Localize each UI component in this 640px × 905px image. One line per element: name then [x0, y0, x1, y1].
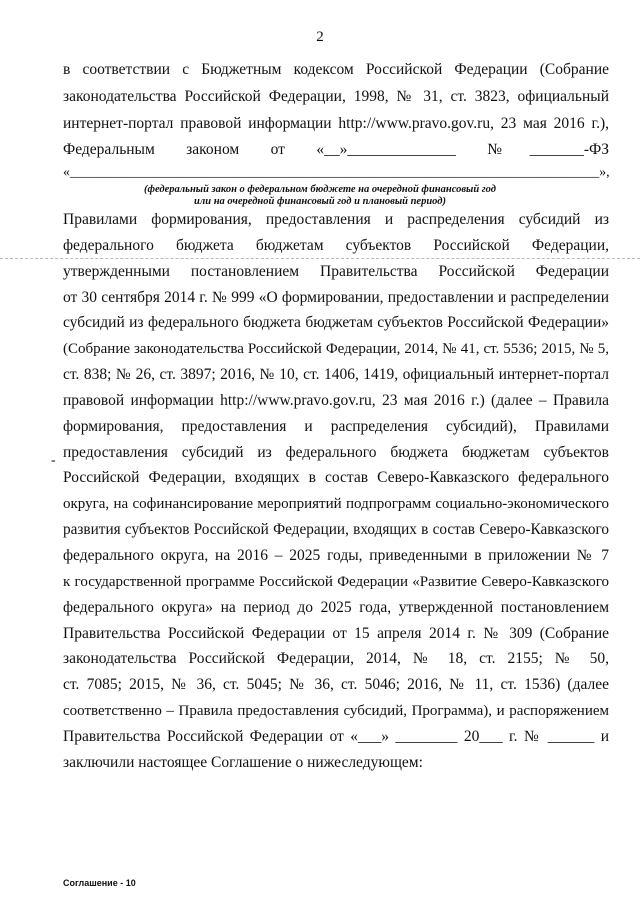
- caption-line-2: или на очередной финансовый год и плановый период): [194, 196, 446, 207]
- body-line-17: Правительства Российской Федерации от 15 апреля 2014 г. № 309 (Собрание: [63, 625, 609, 642]
- footer-label: Соглашение - 10: [63, 878, 136, 888]
- body-line-14: федерального округа, на 2016 – 2025 годы, приведенными в приложении № 7: [63, 547, 609, 564]
- body-line-13: развития субъектов Российской Федерации, входящих в состав Северо-Кавказского: [63, 521, 609, 538]
- body-line-8: правовой информации http://www.pravo.gov.ru, 23 мая 2016 г.) (далее – Правила: [63, 392, 609, 409]
- body-line-9: формирования, предоставления и распределения субсидий), Правилами: [63, 418, 609, 435]
- body-line-16: федерального округа» на период до 2025 года, утвержденной постановлением: [63, 599, 609, 616]
- body-line-11: Российской Федерации, входящих в состав Северо-Кавказского федерального: [63, 469, 609, 486]
- body-line-4: от 30 сентября 2014 г. № 999 «О формировании, предоставлении и распределении: [63, 289, 609, 306]
- body-line-21: Правительства Российской Федерации от «___» ________ 20___ г. № ______ и: [63, 728, 609, 745]
- federal-law-blank-line: «_____________________________________________________________________________»,: [63, 164, 610, 179]
- body-line-19: ст. 7085; 2015, № 36, ст. 5045; № 36, ст. 5046; 2016, № 11, ст. 1536) (далее: [63, 676, 609, 693]
- body-line-10: предоставления субсидий из федерального бюджета бюджетам субъектов: [63, 444, 609, 461]
- text-line-3: интернет-портал правовой информации http://www.pravo.gov.ru, 23 мая 2016 г.),: [63, 115, 609, 132]
- body-line-2: федерального бюджета бюджетам субъектов Российской Федерации,: [63, 237, 609, 254]
- federal-law-line: Федеральным законом от «__»______________ №_______-ФЗ: [63, 141, 609, 158]
- text-line-1: в соответствии с Бюджетным кодексом Российской Федерации (Собрание: [63, 61, 609, 78]
- body-line-6: (Собрание законодательства Российской Федерации, 2014, № 41, ст. 5536; 2015, № 5,: [63, 341, 609, 357]
- page-number: 2: [316, 29, 324, 45]
- body-line-18: законодательства Российской Федерации, 2014, № 18, ст. 2155; № 50,: [63, 650, 609, 667]
- scan-artifact-rule: [0, 258, 640, 259]
- margin-mark: -: [51, 453, 56, 468]
- body-line-7: ст. 838; № 26, ст. 3897; 2016, № 10, ст. 1406, 1419, официальный интернет-портал: [63, 366, 609, 383]
- body-line-3: утвержденными постановлением Правительства Российской Федерации: [63, 263, 609, 280]
- text-line-2: законодательства Российской Федерации, 1998, № 31, ст. 3823, официальный: [63, 88, 609, 105]
- body-line-5: субсидий из федерального бюджета бюджетам субъектов Российской Федерации»: [63, 314, 609, 331]
- caption-line-1: (федеральный закон о федеральном бюджете на очередной финансовый год: [144, 184, 496, 195]
- body-line-12: округа, на софинансирование мероприятий подпрограмм социально-экономического: [63, 496, 609, 512]
- body-line-15: к государственной программе Российской Федерации «Развитие Северо-Кавказского: [63, 574, 609, 590]
- body-line-1: Правилами формирования, предоставления и распределения субсидий из: [63, 211, 609, 228]
- body-line-20: соответственно – Правила предоставления субсидий, Программа), и распоряжением: [63, 703, 609, 719]
- body-line-22: заключили настоящее Соглашение о нижеследующем:: [63, 754, 423, 771]
